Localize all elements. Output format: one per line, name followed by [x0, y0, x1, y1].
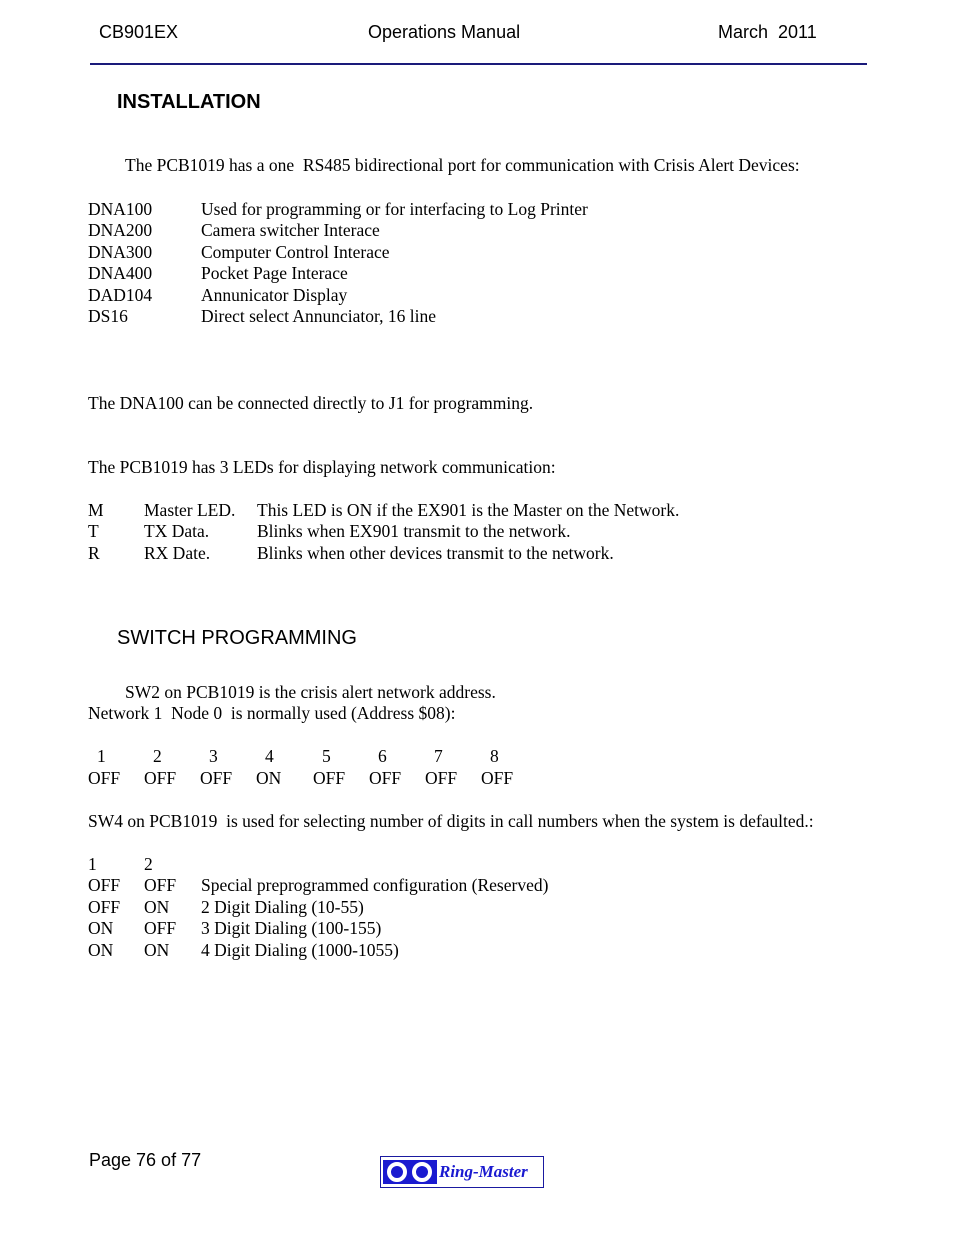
led-name: RX Date. [144, 543, 211, 563]
logo-text: Ring-Master [439, 1162, 528, 1181]
sw2-state: ON [256, 768, 282, 788]
device-desc: Computer Control Interace [201, 242, 390, 262]
device-desc: Direct select Annunciator, 16 line [201, 306, 436, 326]
led-desc: Blinks when other devices transmit to the network. [257, 543, 614, 563]
header-date: March 2011 [718, 22, 817, 42]
sw4-desc: 4 Digit Dialing (1000-1055) [201, 940, 399, 960]
device-code: DAD104 [88, 285, 153, 305]
switch-heading: SWITCH PROGRAMMING [117, 627, 357, 649]
sw2-position-row [88, 746, 528, 768]
sw4-switch2: ON [144, 897, 170, 917]
sw4-switch1: ON [88, 918, 114, 938]
device-code: DS16 [88, 306, 128, 326]
led-desc: Blinks when EX901 transmit to the network. [257, 521, 571, 541]
device-desc: Camera switcher Interace [201, 220, 380, 240]
led-desc: This LED is ON if the EX901 is the Master on the Network. [257, 500, 680, 520]
device-code: DNA200 [88, 220, 153, 240]
sw2-state: OFF [200, 768, 233, 788]
sw2-state: OFF [88, 768, 121, 788]
sw4-row [88, 875, 588, 897]
sw2-state-row [88, 768, 528, 790]
sw4-intro: SW4 on PCB1019 is used for selecting number of digits in call numbers when the system is defaulted.: [88, 811, 814, 831]
sw4-row [88, 918, 588, 940]
sw4-switch1: OFF [88, 897, 121, 917]
installation-intro: The PCB1019 has a one RS485 bidirectional port for communication with Crisis Alert Devices: [125, 155, 800, 175]
sw4-switch1: OFF [88, 875, 121, 895]
sw4-switch2: ON [144, 940, 170, 960]
sw2-position: 8 [490, 746, 499, 766]
led-name: TX Data. [144, 521, 210, 541]
sw4-col-header: 1 [88, 854, 97, 874]
sw2-description: SW2 on PCB1019 is the crisis alert network address. [125, 682, 496, 702]
led-key: T [88, 521, 99, 541]
ring-master-logo [380, 1156, 544, 1188]
device-desc: Pocket Page Interace [201, 263, 348, 283]
led-name: Master LED. [144, 500, 236, 520]
led-key: M [88, 500, 104, 520]
sw2-address-note: Network 1 Node 0 is normally used (Address $08): [88, 703, 456, 723]
sw4-switch2: OFF [144, 875, 177, 895]
rings-icon [383, 1160, 437, 1184]
sw4-switch2: OFF [144, 918, 177, 938]
page-number: Page 76 of 77 [89, 1150, 202, 1170]
sw4-row [88, 897, 588, 919]
sw2-position: 1 [97, 746, 106, 766]
sw2-state: OFF [425, 768, 458, 788]
sw2-position: 6 [378, 746, 387, 766]
installation-heading: INSTALLATION [117, 91, 261, 113]
device-code: DNA300 [88, 242, 153, 262]
sw2-position: 2 [153, 746, 162, 766]
sw2-state: OFF [369, 768, 402, 788]
led-key: R [88, 543, 100, 563]
header-rule [90, 63, 867, 65]
sw2-position: 5 [322, 746, 331, 766]
sw2-position: 7 [434, 746, 443, 766]
device-code: DNA100 [88, 199, 153, 219]
header-doc-title: Operations Manual [368, 22, 521, 42]
header-doc-id: CB901EX [99, 22, 179, 42]
sw2-state: OFF [481, 768, 514, 788]
dna100-note: The DNA100 can be connected directly to J1 for programming. [88, 393, 534, 413]
sw4-desc: 2 Digit Dialing (10-55) [201, 897, 364, 917]
sw4-desc: Special preprogrammed configuration (Reserved) [201, 875, 549, 895]
sw2-position: 3 [209, 746, 218, 766]
device-desc: Used for programming or for interfacing to Log Printer [201, 199, 588, 219]
device-code: DNA400 [88, 263, 153, 283]
sw4-header-row [88, 854, 208, 876]
device-desc: Annunicator Display [201, 285, 348, 305]
sw4-switch1: ON [88, 940, 114, 960]
sw2-state: OFF [313, 768, 346, 788]
sw4-desc: 3 Digit Dialing (100-155) [201, 918, 382, 938]
sw2-position: 4 [265, 746, 274, 766]
sw4-col-header: 2 [144, 854, 153, 874]
leds-intro: The PCB1019 has 3 LEDs for displaying network communication: [88, 457, 556, 477]
sw2-state: OFF [144, 768, 177, 788]
sw4-row [88, 940, 588, 962]
